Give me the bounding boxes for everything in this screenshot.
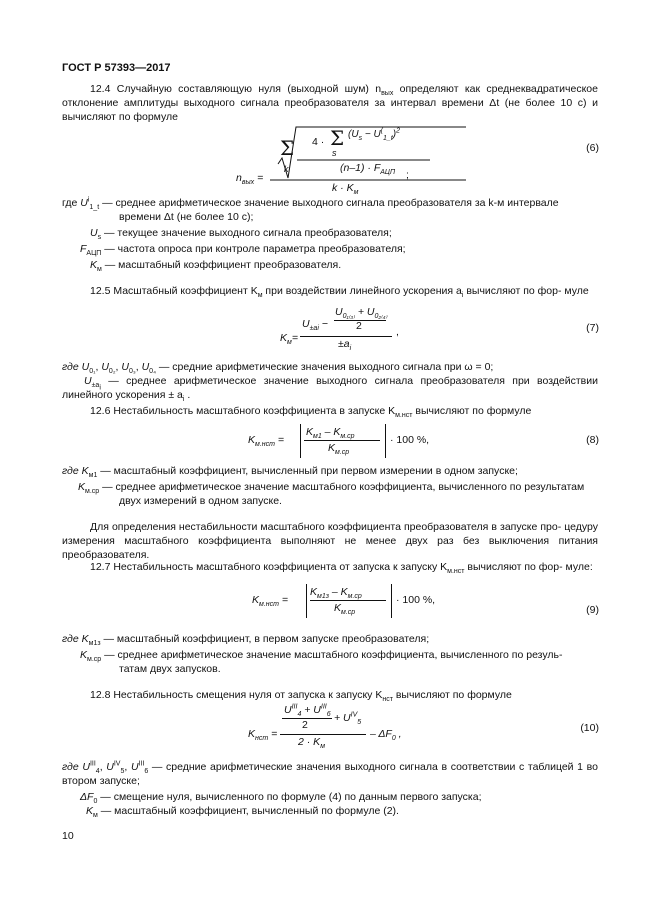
sum-symbol: Σ	[280, 136, 295, 160]
s128-def-3: $K_м$ — масштабный коэффициент, вычисленный по формуле (2).	[86, 805, 399, 820]
s124-def-1: где $U^i_{1\_t}$ — среднее арифметическое значение выходного сигнала преобразователя за k-м интервале	[62, 196, 559, 212]
formula-10-den: $2 \cdot K_м$	[298, 736, 325, 751]
s124-def-2: $U_s$ — текущее значение выходного сигнала преобразователя;	[90, 227, 392, 242]
formula-8-bar	[304, 440, 380, 441]
formula-9-number: (9)	[586, 604, 599, 616]
s124-def-1b: времени Δt (не более 10 с);	[119, 211, 254, 223]
formula-10-bar	[280, 734, 366, 735]
formula-8	[248, 424, 488, 464]
s128-def-1: где $U^{III}_4$, $U^{IV}_5$, $U^{III}_6$ — средние арифметические значения выходного сигнала в соответствии с таблицей 1 во втором запуске;	[62, 760, 598, 787]
sum-index-k: k	[284, 164, 289, 174]
formula-7-lhs: $K_м=$	[280, 332, 298, 347]
formula-6-lhs: $n_{вых}$ =	[236, 172, 264, 187]
formula-6-den2: $k \cdot K_м$	[332, 182, 359, 197]
document-header: ГОСТ Р 57393—2017	[62, 62, 171, 74]
formula-8-tail: · 100 %,	[390, 434, 430, 446]
formula-10	[248, 704, 448, 752]
s125-def-1: где $U_{0_1}$, $U_{0_2}$, $U_{0_3}$, $U_{0_4}$ — средние арифметические значения выходного сигнала при ω = 0;	[62, 361, 494, 376]
formula-7-two: 2	[356, 320, 362, 332]
formula-8-lhs: $K_{м.нст}$ =	[248, 434, 285, 449]
s127-def-2: $K_{м.ср}$ — среднее арифметическое значение масштабного коэффициента, вычисленного по резуль-	[80, 649, 563, 664]
s125-def-2: $U_{\pm a_i}$ — среднее арифметическое значение выходного сигнала преобразователя при воздействии линейного ускорения ± $a_i$ .	[62, 375, 598, 404]
sum-symbol-inner: Σ	[330, 126, 345, 150]
formula-10-lhs: $K_{нст}$ =	[248, 728, 278, 743]
formula-9-den: $K_{м.ср}$	[334, 602, 356, 617]
formula-6-den1: $(n-1) \cdot F_{АЦП}$	[340, 162, 396, 177]
formula-7	[280, 306, 430, 356]
s128-def-2: $\Delta F_0$ — смещение нуля, вычисленного по формуле (4) по данным первого запуска;	[80, 791, 482, 806]
s126-para: 12.6 Нестабильность масштабного коэффициента в запуске $K_{м.нст}$ вычисляют по формуле	[90, 405, 532, 420]
formula-7-u0: $U_{0_{1(3)}} + U_{0_{2(4)}}$	[335, 306, 388, 321]
formula-7-u: $U_{\pm ai}$ −	[302, 318, 328, 333]
s126-note: Для определения нестабильности масштабного коэффициента преобразователя в запуске про- цедуру измерения масштабного коэффициента выполняют не менее двух раз без выключения питания преобразователя.	[62, 521, 598, 561]
s124-def-4: $K_м$ — масштабный коэффициент преобразователя.	[90, 259, 342, 274]
formula-10-u4: $U^{III}_4 + U^{III}_6$	[284, 703, 331, 719]
s127-para: 12.7 Нестабильность масштабного коэффициента от запуска к запуску $K_{м.нст}$ вычисляют по фор- муле:	[90, 561, 593, 576]
formula-7-bar	[300, 336, 392, 337]
formula-8-number: (8)	[586, 434, 599, 446]
formula-10-number: (10)	[580, 722, 599, 734]
formula-6	[236, 124, 516, 197]
s126-def-2: $K_{м.ср}$ — среднее арифметическое значение масштабного коэффициента, вычисленного по результатам	[78, 481, 585, 496]
s127-def-2b: татам двух запусков.	[119, 663, 221, 675]
formula-7-den: $\pm a_i$	[338, 338, 352, 353]
formula-9-lhs: $K_{м.нст}$ =	[252, 594, 289, 609]
s125-para: 12.5 Масштабный коэффициент $K_м$ при воздействии линейного ускорения $a_i$ вычисляют по фор- муле	[90, 285, 589, 300]
s124-para: 12.4 Случайную составляющую нуля (выходной шум) $n_{вых}$ определяют как среднеквадратическое отклонение амплитуды выходного сигнала преобразователя за интервал времени Δt (не более 10 с) и вычисляют по формуле	[62, 83, 598, 123]
formula-6-inner: $(U_s - U^(_{1\_t})^2$	[348, 127, 401, 142]
formula-10-tail: – $\Delta F_0$ ,	[370, 728, 402, 743]
formula-9-bar	[310, 600, 386, 601]
formula-9-num: $K_{м1з} - K_{м.ср}$	[310, 586, 362, 601]
sum-index-s: s	[332, 148, 337, 158]
s124-def-3: $F_{АЦП}$ — частота опроса при контроле параметра преобразователя;	[80, 243, 406, 258]
formula-9-tail: · 100 %,	[396, 594, 436, 606]
s126-def-1: где $K_{м1}$ — масштабный коэффициент, вычисленный при первом измерении в одном запуске;	[62, 465, 518, 480]
s128-para: 12.8 Нестабильность смещения нуля от запуска к запуску $K_{нст}$ вычисляют по формуле	[90, 689, 512, 704]
formula-6-semicolon: ;	[406, 169, 409, 181]
s126-def-2b: двух измерений в одном запуске.	[119, 495, 282, 507]
formula-7-comma: ,	[396, 326, 399, 338]
formula-9	[252, 584, 492, 624]
formula-10-u5: + $U^{IV}_5$	[334, 711, 362, 727]
formula-10-two: 2	[302, 719, 308, 731]
formula-6-four: 4 ·	[312, 136, 325, 148]
s127-def-1: где $K_{м1з}$ — масштабный коэффициент, в первом запуске преобразователя;	[62, 633, 430, 648]
formula-7-number: (7)	[586, 322, 599, 334]
formula-8-num: $K_{м1} - K_{м.ср}$	[306, 426, 355, 441]
formula-8-den: $K_{м.ср}$	[328, 442, 350, 457]
page-number: 10	[62, 830, 74, 842]
formula-6-number: (6)	[586, 142, 599, 154]
